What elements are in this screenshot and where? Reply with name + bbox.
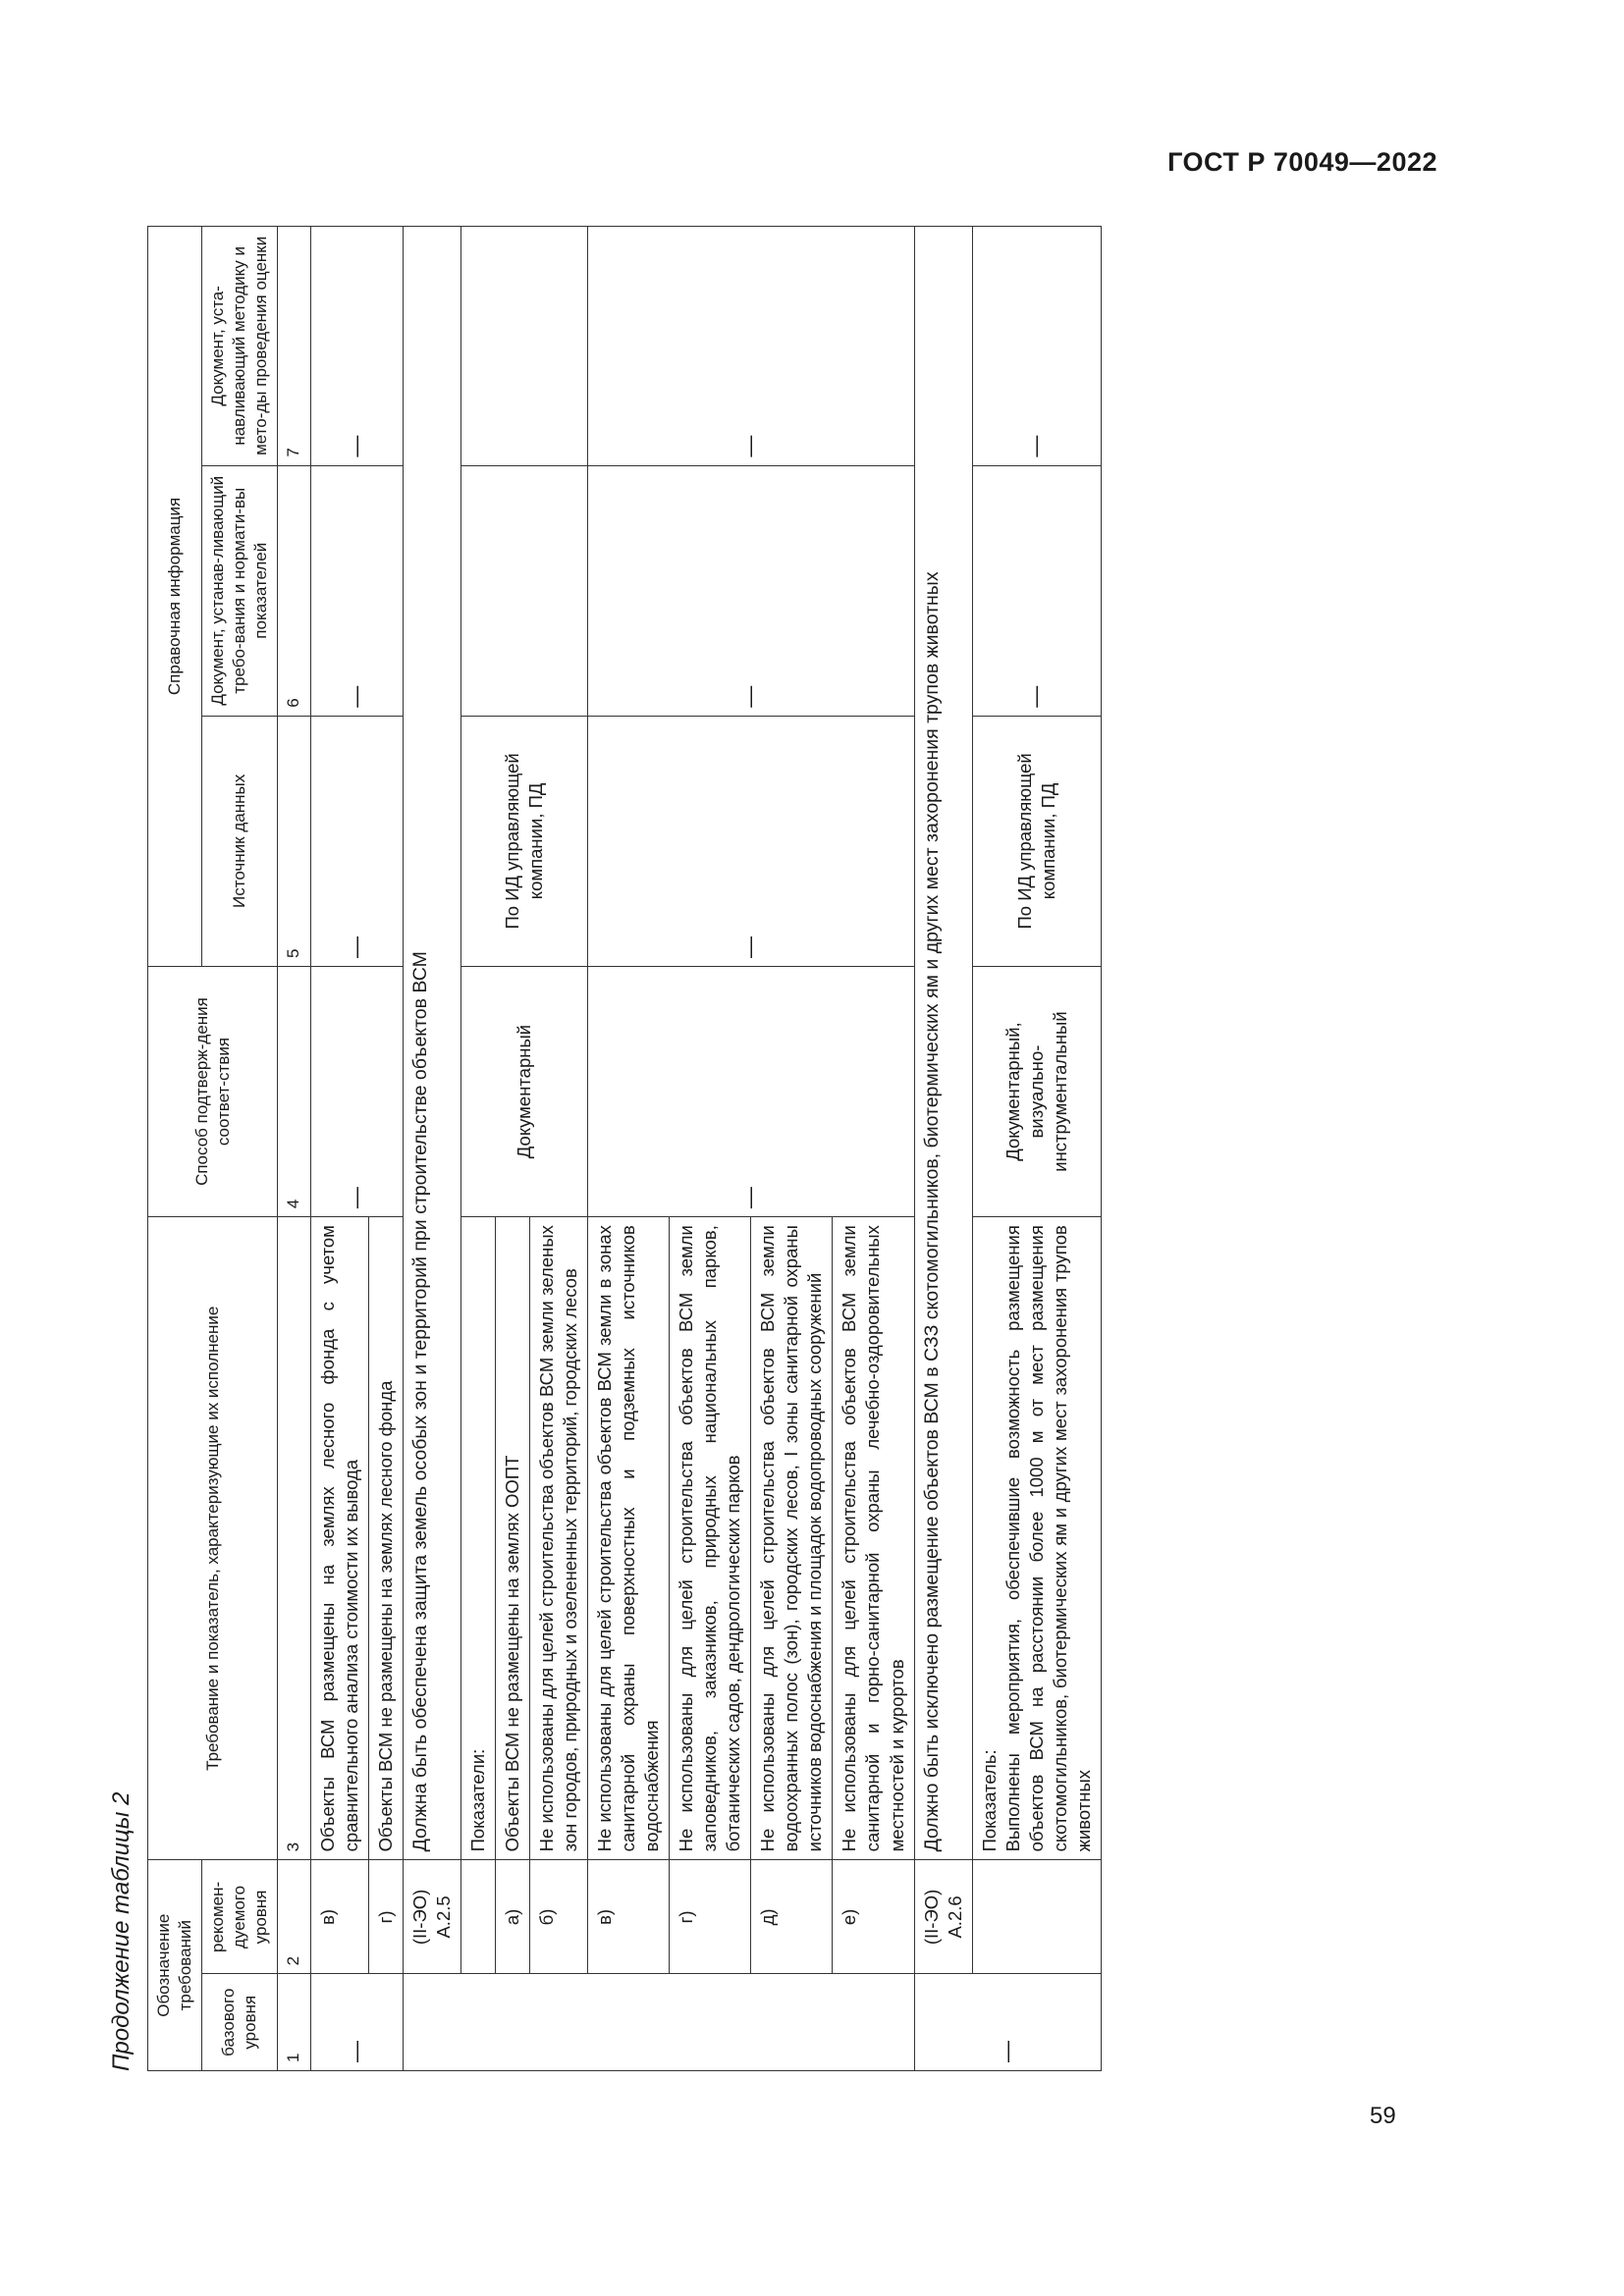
cell-dash: — bbox=[310, 966, 403, 1216]
cell-dash: — bbox=[310, 465, 403, 716]
column-number: 7 bbox=[278, 227, 310, 466]
row-text: Не использованы для целей строительства объектов ВСМ земли зеленых зон городов, природных и озелененных территорий, городских лесов bbox=[529, 1217, 587, 1860]
header-reference: Справочная информация bbox=[148, 227, 202, 967]
table-row bbox=[403, 227, 460, 2071]
source-cell: По ИД управляющей компании, ПД bbox=[972, 716, 1101, 966]
source-cell: По ИД управляющей компании, ПД bbox=[460, 716, 587, 966]
row-code: г) bbox=[368, 1860, 403, 1974]
row-text: Показатели: bbox=[460, 1217, 495, 1860]
row-text: Объекты ВСМ размещены на землях лесного фонда с учетом сравнительного анализа стоимости их вывода bbox=[310, 1217, 368, 1860]
header-designation: Обозначение требований bbox=[148, 1860, 202, 2071]
row-code: а) bbox=[495, 1860, 529, 1974]
row-code: г) bbox=[670, 1860, 751, 1974]
row-text: Не использованы для целей строительства объектов ВСМ земли заповедников, заказников, природных национальных парков, ботанических садов, дендрологических парков bbox=[670, 1217, 751, 1860]
method-cell: Документарный bbox=[460, 966, 587, 1216]
requirements-table bbox=[147, 226, 1102, 2071]
row-code: в) bbox=[587, 1860, 669, 1974]
column-number: 4 bbox=[278, 966, 310, 1216]
column-number: 5 bbox=[278, 716, 310, 966]
method-cell: Документарный, визуально-инструментальный bbox=[972, 966, 1101, 1216]
cell-dash: — bbox=[587, 716, 914, 966]
row-text: Объекты ВСМ не размещены на землях ООПТ bbox=[495, 1217, 529, 1860]
cell-empty bbox=[460, 227, 587, 466]
header-recommended-level: рекомен-дуемого уровня bbox=[202, 1860, 278, 1974]
table-row bbox=[310, 227, 368, 2071]
column-number: 6 bbox=[278, 465, 310, 716]
column-number: 2 bbox=[278, 1860, 310, 1974]
row-text: Не использованы для целей строительства объектов ВСМ земли санитарной и горно-санитарной охраны лечебно-оздоровительных местностей и курортов bbox=[833, 1217, 914, 1860]
cell-dash: — bbox=[972, 465, 1101, 716]
header-source: Источник данных bbox=[202, 716, 278, 966]
row-code: (II-ЭО) А.2.5 bbox=[403, 1860, 460, 1974]
column-number: 3 bbox=[278, 1217, 310, 1860]
row-text: Объекты ВСМ не размещены на землях лесного фонда bbox=[368, 1217, 403, 1860]
table-row bbox=[914, 227, 972, 2071]
row-code: б) bbox=[529, 1860, 587, 1974]
row-code: в) bbox=[310, 1860, 368, 1974]
header-norm-doc: Документ, устанав-ливающий требо-вания и нормати-вы показателей bbox=[202, 465, 278, 716]
table-row bbox=[972, 227, 1101, 2071]
row-text: Не использованы для целей строительства объектов ВСМ земли в зонах санитарной охраны поверхностных и подземных источников водоснабжения bbox=[587, 1217, 669, 1860]
header-method-doc: Документ, уста-навливающий методику и мето-ды проведения оценки bbox=[202, 227, 278, 466]
cell-empty bbox=[972, 1860, 1101, 1974]
cell-dash: — bbox=[310, 716, 403, 966]
table-caption: Продолжение таблицы 2 bbox=[108, 1791, 135, 2071]
cell-dash: — bbox=[587, 966, 914, 1216]
row-text bbox=[972, 1217, 1101, 1860]
cell-dash: — bbox=[972, 227, 1101, 466]
requirement-text: Должна быть обеспечена защита земель особых зон и территорий при строительстве объектов ВСМ bbox=[403, 227, 460, 1860]
cell-dash: — bbox=[587, 227, 914, 466]
cell-dash: — bbox=[587, 465, 914, 716]
cell-empty bbox=[403, 1974, 914, 2071]
row-code: е) bbox=[833, 1860, 914, 1974]
column-number: 1 bbox=[278, 1974, 310, 2071]
table-row bbox=[587, 227, 669, 2071]
table-row bbox=[460, 227, 495, 2071]
cell-dash: — bbox=[310, 227, 403, 466]
document-standard-number: ГОСТ Р 70049—2022 bbox=[1167, 147, 1437, 177]
cell-dash: — bbox=[914, 1974, 1101, 2071]
row-text: Не использованы для целей строительства объектов ВСМ земли водоохранных полос (зон), городских лесов, I зоны санитарной охраны источников водоснабжения и площадок водопроводных сооружений bbox=[751, 1217, 833, 1860]
cell-empty bbox=[460, 465, 587, 716]
requirement-text: Должно быть исключено размещение объектов ВСМ в СЗЗ скотомогильников, биотермических ям и других мест захоронения трупов животных bbox=[914, 227, 972, 1860]
indicator-label: Показатель: bbox=[978, 1749, 1000, 1852]
header-requirement: Требование и показатель, характеризующие их исполнение bbox=[148, 1217, 278, 1860]
rotated-table-block bbox=[108, 226, 1438, 2071]
column-numbers-row bbox=[278, 227, 310, 2071]
page-number: 59 bbox=[1370, 2103, 1396, 2129]
header-method: Способ подтверж-дения соответ-ствия bbox=[148, 966, 278, 1216]
header-base-level: базового уровня bbox=[202, 1974, 278, 2071]
cell-dash: — bbox=[310, 1974, 403, 2071]
row-code: (II-ЭО) А.2.6 bbox=[914, 1860, 972, 1974]
indicator-text: Выполнены мероприятия, обеспечившие возможность размещения объектов ВСМ на расстоянии более 1000 м от мест размещения скотомогильников, биотермических ям и других мест захоронения трупов животных bbox=[1001, 1225, 1094, 1852]
row-code: д) bbox=[751, 1860, 833, 1974]
cell-empty bbox=[460, 1860, 495, 1974]
